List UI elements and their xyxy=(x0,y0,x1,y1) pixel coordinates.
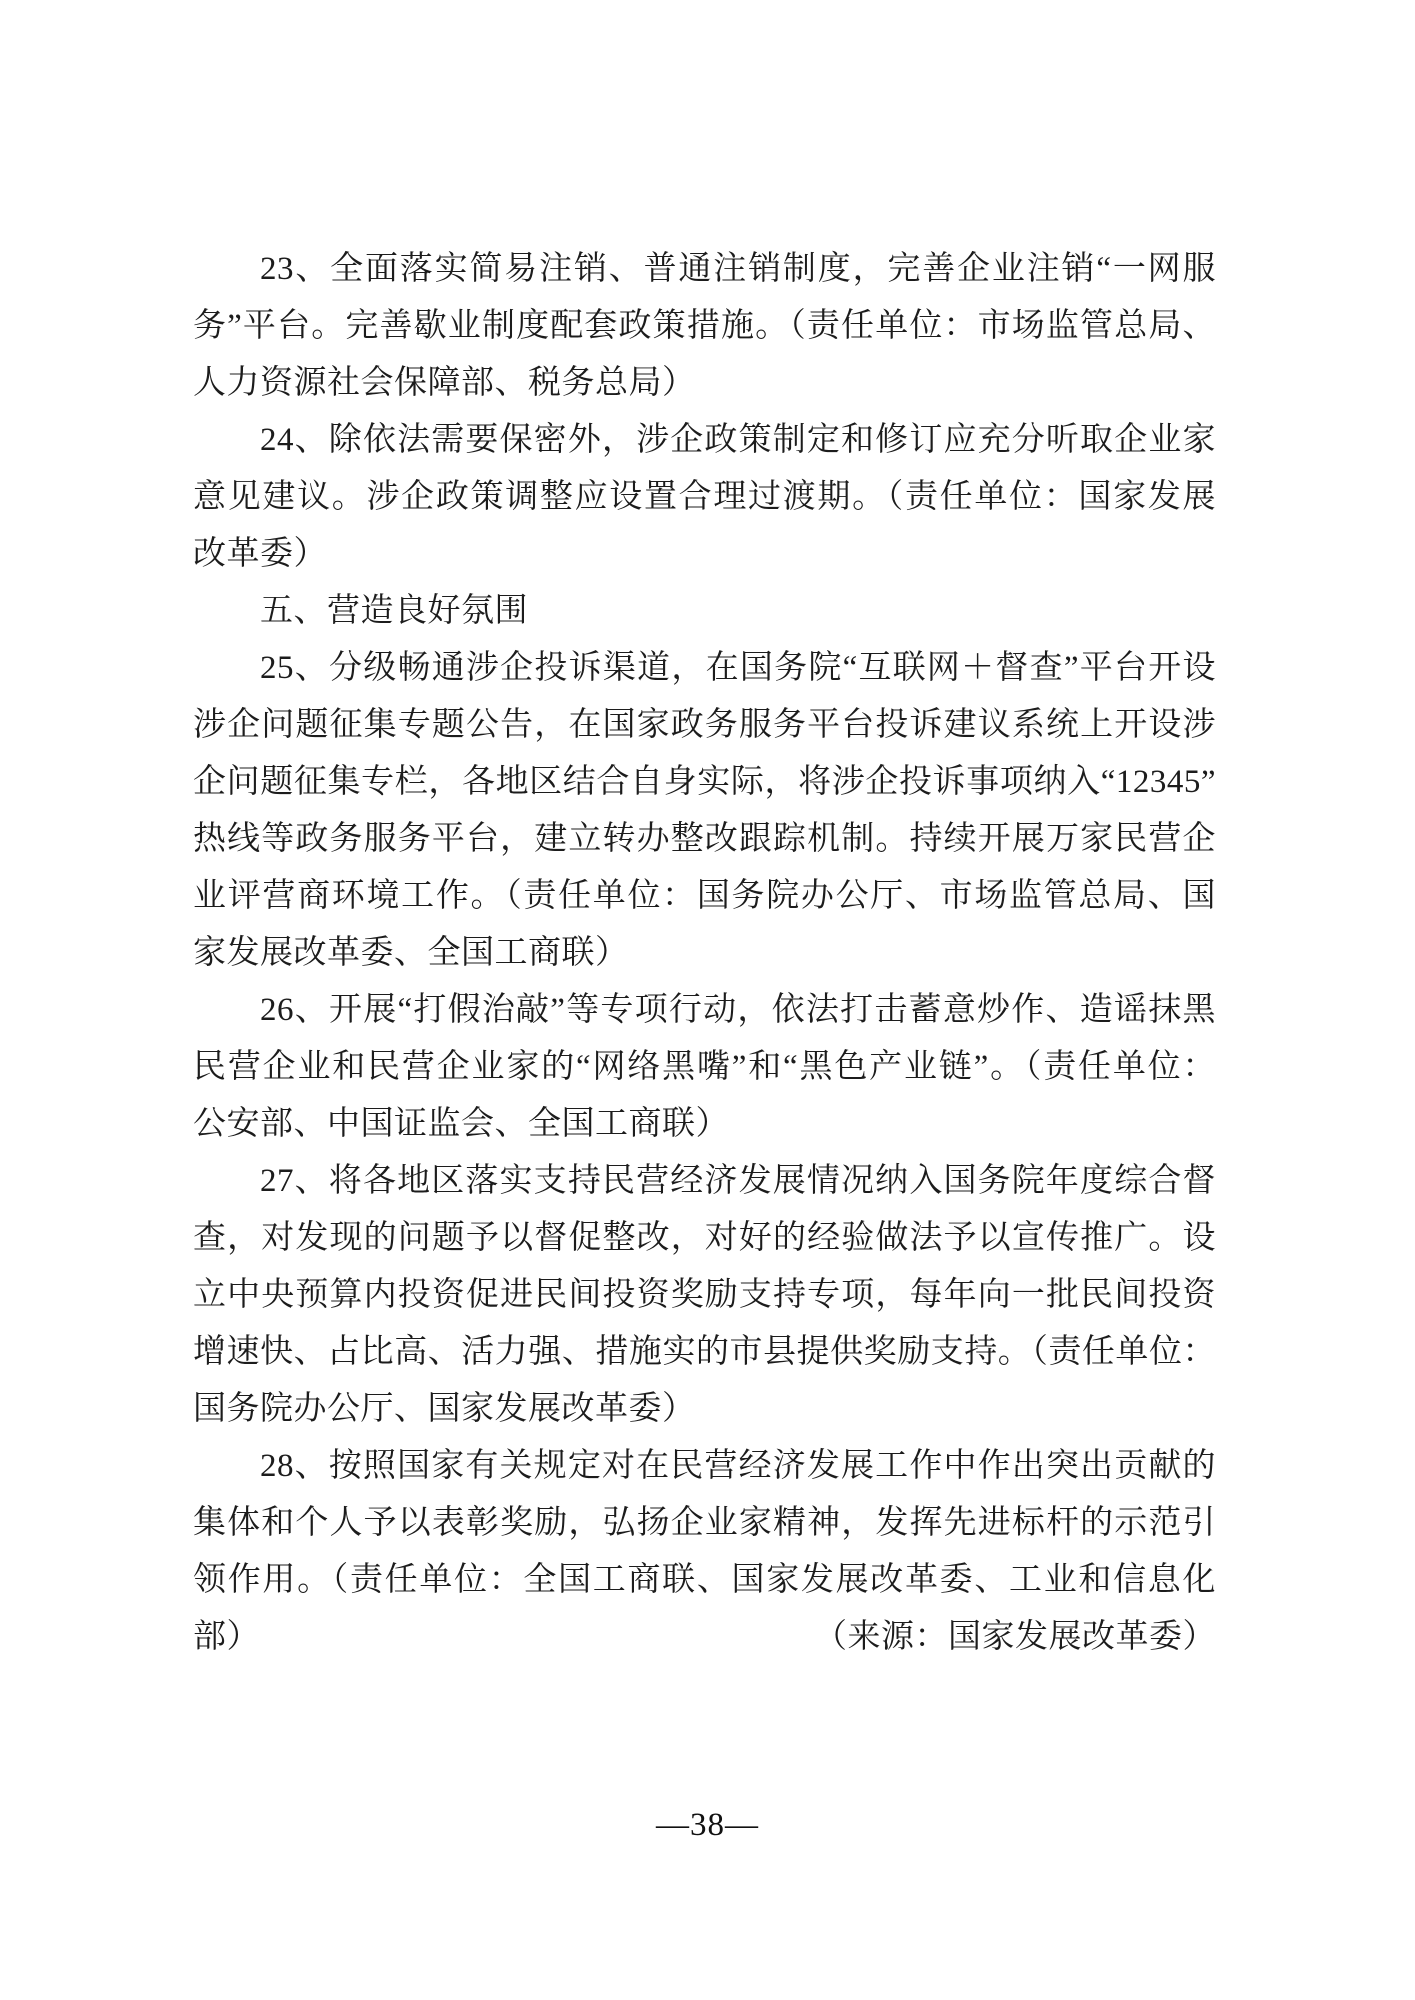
text-line: 涉企问题征集专题公告，在国家政务服务平台投诉建议系统上开设涉 xyxy=(193,707,1216,743)
text-line: 务”平台。完善歇业制度配套政策措施。（责任单位：市场监管总局、 xyxy=(193,308,1216,344)
text-line: 业评营商环境工作。（责任单位：国务院办公厅、市场监管总局、国 xyxy=(193,878,1216,914)
text-line: 立中央预算内投资促进民间投资奖励支持专项，每年向一批民间投资 xyxy=(193,1277,1216,1313)
text-line: 公安部、中国证监会、全国工商联） xyxy=(193,1106,729,1142)
text-line-split xyxy=(193,1609,1216,1666)
text-line: 28、按照国家有关规定对在民营经济发展工作中作出突出贡献的 xyxy=(260,1448,1216,1484)
text-line: 25、分级畅通涉企投诉渠道，在国务院“互联网＋督查”平台开设 xyxy=(260,650,1216,686)
text-line: 热线等政务服务平台，建立转办整改跟踪机制。持续开展万家民营企 xyxy=(193,821,1216,857)
text-line: 改革委） xyxy=(193,536,327,572)
document-text-block xyxy=(193,241,1216,1666)
text-line: 国务院办公厅、国家发展改革委） xyxy=(193,1391,696,1427)
source-attribution: （来源：国家发展改革委） xyxy=(814,1619,1216,1655)
text-line: 意见建议。涉企政策调整应设置合理过渡期。（责任单位：国家发展 xyxy=(193,479,1216,515)
text-line: 家发展改革委、全国工商联） xyxy=(193,935,629,971)
text-line: 民营企业和民营企业家的“网络黑嘴”和“黑色产业链”。（责任单位： xyxy=(193,1049,1216,1085)
text-line: 人力资源社会保障部、税务总局） xyxy=(193,365,696,401)
text-line: 领作用。（责任单位：全国工商联、国家发展改革委、工业和信息化 xyxy=(193,1562,1216,1598)
paragraph-end-text: 部） xyxy=(193,1619,260,1655)
text-line: 增速快、占比高、活力强、措施实的市县提供奖励支持。（责任单位： xyxy=(193,1334,1216,1370)
text-line: 集体和个人予以表彰奖励，弘扬企业家精神，发挥先进标杆的示范引 xyxy=(193,1505,1216,1541)
text-line: 查，对发现的问题予以督促整改，对好的经验做法予以宣传推广。设 xyxy=(193,1220,1216,1256)
text-line: 27、将各地区落实支持民营经济发展情况纳入国务院年度综合督 xyxy=(260,1163,1216,1199)
text-line: 23、全面落实简易注销、普通注销制度，完善企业注销“一网服 xyxy=(260,251,1216,287)
text-line: 企问题征集专栏，各地区结合自身实际，将涉企投诉事项纳入“12345” xyxy=(193,764,1216,800)
page-number: —38— xyxy=(656,1807,759,1843)
section-heading: 五、营造良好氛围 xyxy=(260,593,528,629)
text-line: 24、除依法需要保密外，涉企政策制定和修订应充分听取企业家 xyxy=(260,422,1216,458)
text-line: 26、开展“打假治敲”等专项行动，依法打击蓄意炒作、造谣抹黑 xyxy=(260,992,1216,1028)
